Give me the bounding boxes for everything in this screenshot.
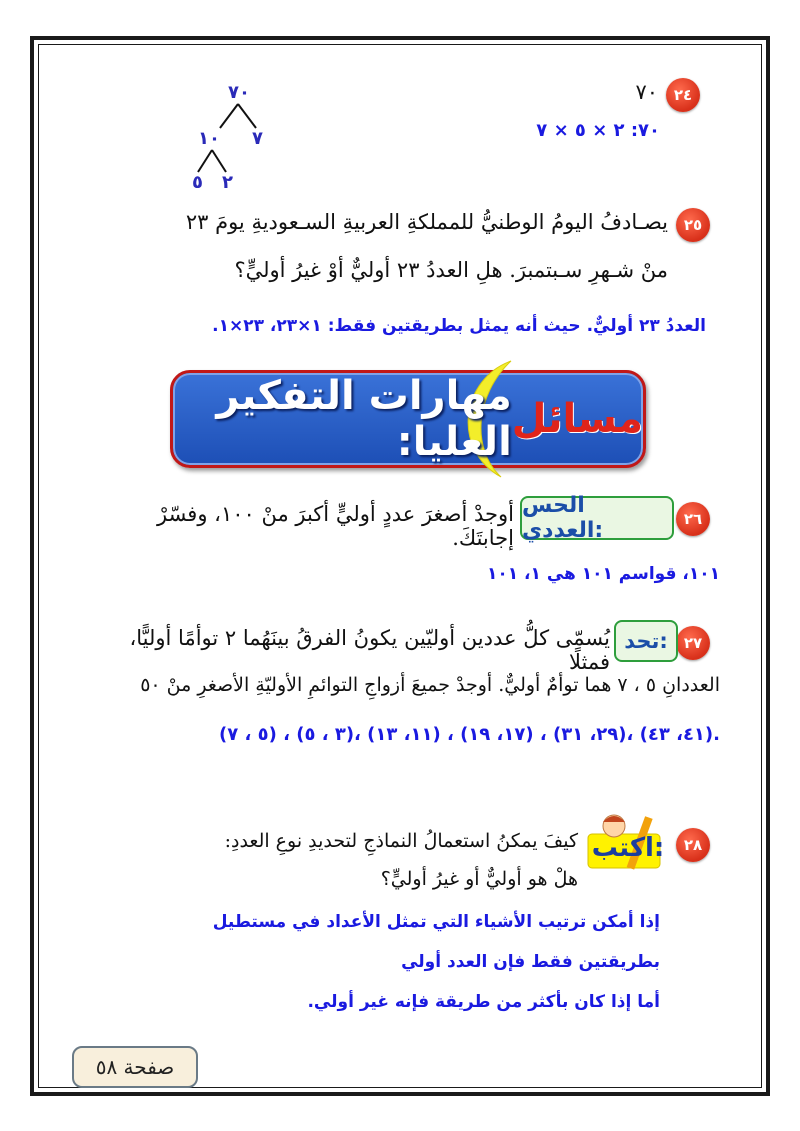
question-badge-28: ٢٨ [676, 828, 710, 862]
banner-red-text: مسائل [511, 396, 643, 442]
q24-factorization: ٧٠: ٢ × ٥ × ٧ [536, 120, 660, 141]
banner-title [173, 373, 643, 465]
tree-leaf-right: ٢ [222, 172, 233, 193]
question-badge-26: ٢٦ [676, 502, 710, 536]
tree-right-node: ٧ [252, 128, 263, 149]
question-badge-25: ٢٥ [676, 208, 710, 242]
q26-text: أوجدْ أصغرَ عددٍ أوليٍّ أكبرَ منْ ١٠٠، وفسّرْ إجابتَكَ. [156, 502, 514, 550]
q27-line1: يُسمّى كلُّ عددين أوليّين يكونُ الفرقُ بينَهُما ٢ توأمًا أوليًّا، فمثلًا [129, 626, 610, 674]
q28-line1: كيفَ يمكنُ استعمالُ النماذجِ لتحديدِ نوعِ العددِ: [224, 830, 578, 852]
q27-line2: العددانِ ٥ ، ٧ هما توأمٌ أوليٌّ. أوجدْ جميعَ أزواجِ التوائمِ الأوليّةِ الأصغرِ منْ ٥٠ [140, 674, 720, 696]
factor-tree [190, 82, 290, 192]
question-badge-24: ٢٤ [666, 78, 700, 112]
q28-line2: هلْ هو أوليٌّ أو غيرُ أوليٍّ؟ [380, 868, 578, 890]
tree-root: ٧٠ [228, 82, 250, 103]
write-label: اكتب: [591, 833, 665, 863]
q28-answer-line2: بطريقتين فقط فإن العدد أولي [401, 952, 660, 972]
q27-answer: (٥ ، ٧) ، (٣ ، ٥)، (١١، ١٣) ، (١٧، ١٩) ، (٢٩، ٣١)، (٤١، ٤٣). [219, 724, 720, 745]
q25-line2: منْ شـهرِ سـبتمبرَ. هلِ العددُ ٢٣ أوليٌّ أوْ غيرُ أوليٍّ؟ [234, 258, 668, 282]
q28-answer-line1: إذا أمكن ترتيب الأشياء التي تمثل الأعداد في مستطيل [212, 912, 660, 932]
q26-answer: ١٠١، قواسم ١٠١ هي ١، ١٠١ [487, 564, 720, 584]
page-number: صفحة ٥٨ [72, 1046, 198, 1088]
tree-left-node: ١٠ [198, 128, 220, 149]
number-sense-label: الحس العددي: [520, 496, 674, 540]
question-badge-27: ٢٧ [676, 626, 710, 660]
challenge-label: تحد: [614, 620, 678, 662]
q25-answer: العددُ ٢٣ أوليٌّ. حيث أنه يمثل بطريقتين فقط: ١×٢٣، ٢٣×١. [212, 316, 706, 336]
tree-leaf-left: ٥ [192, 172, 203, 193]
higher-thinking-banner [170, 370, 646, 468]
q24-number: ٧٠ [635, 80, 658, 104]
q28-answer-line3: أما إذا كان بأكثر من طريقة فإنه غير أولي. [307, 992, 660, 1012]
q25-line1: يصـادفُ اليومُ الوطنيُّ للمملكةِ العربيةِ السـعوديةِ يومَ ٢٣ [185, 210, 668, 234]
banner-white-text: مهارات التفكير العليا: [216, 373, 512, 465]
